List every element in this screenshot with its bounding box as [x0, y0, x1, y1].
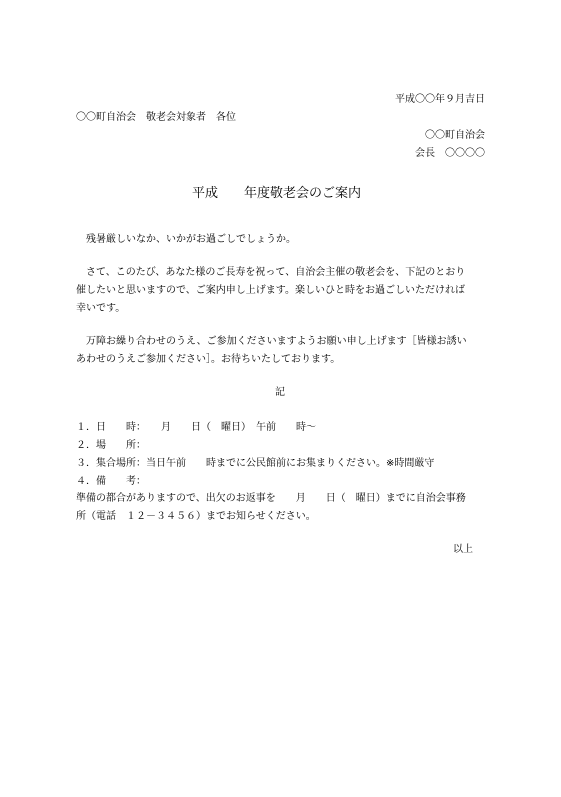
- recipient-line: 〇〇町自治会 敬老会対象者 各位: [76, 112, 236, 123]
- closing-ijou: 以上: [453, 544, 473, 555]
- sender-organization: 〇〇町自治会: [425, 130, 485, 141]
- item-date-time: １．日 時： 月 日（ 曜日） 午前 時～: [76, 422, 316, 433]
- paragraph-2-line-2: 催したいと思いますので、ご案内申し上げます。楽しいひと時をお過ごしいただければ: [76, 285, 465, 296]
- item-notes-label: ４．備 考：: [76, 476, 146, 487]
- item-notes-line-1: 準備の都合がありますので、出欠のお返事を 月 日（ 曜日）までに自治会事務: [76, 493, 466, 504]
- greeting-line: 残暑厳しいなか、いかがお過ごしでしょうか。: [76, 234, 296, 245]
- document-date: 平成〇〇年９月吉日: [395, 94, 485, 105]
- item-meeting-place: ３．集合場所：当日午前 時までに公民館前にお集まりください。※時間厳守: [76, 458, 435, 469]
- ki-heading: 記: [275, 387, 285, 398]
- paragraph-2-line-1: さて、このたび、あなた様のご長寿を祝って、自治会主催の敬老会を、下記のとおり: [76, 267, 466, 278]
- paragraph-3-line-2: あわせのうえご参加ください］。お待ちいたしております。: [76, 354, 341, 365]
- item-place: ２．場 所：: [76, 440, 146, 451]
- sender-name: 会長 〇〇〇〇: [415, 148, 485, 159]
- paragraph-2-line-3: 幸いです。: [76, 303, 126, 314]
- document-title: 平成 年度敬老会のご案内: [192, 186, 362, 201]
- item-notes-line-2: 所（電話 １２－３４５６）までお知らせください。: [76, 511, 316, 522]
- paragraph-3-line-1: 万障お繰り合わせのうえ、ご参加くださいますようお願い申し上げます［皆様お誘い: [76, 336, 467, 347]
